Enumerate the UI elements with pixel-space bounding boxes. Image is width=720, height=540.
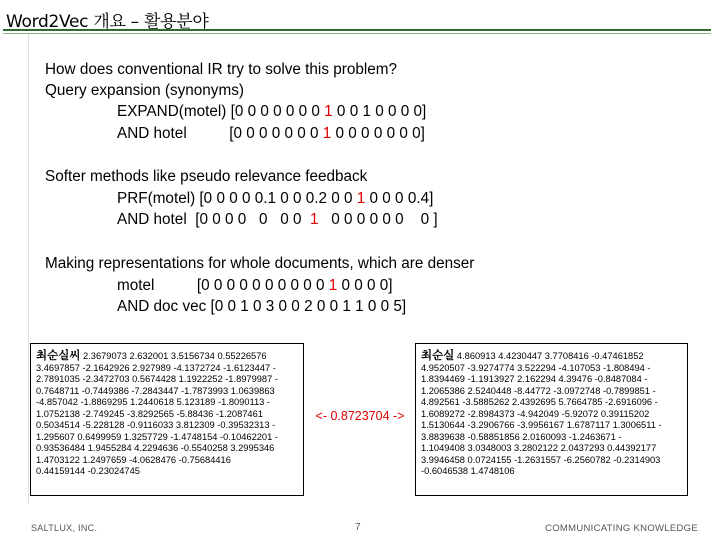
embedding-line: 0.44159144 -0.23024745: [36, 466, 140, 477]
page-number: 7: [355, 522, 361, 533]
embedding-line: -4.857042 -1.8869295 1.2440618 5.123189 -1.8090113 -: [36, 397, 271, 408]
doc-vec-vector: AND doc vec [0 0 1 0 3 0 0 2 0 0 1 1 0 0 5]: [117, 298, 407, 315]
embedding-word: 최순실씨: [36, 348, 81, 362]
embedding-line: 0.5034514 -5.228128 -0.9116033 3.812309 -0.39532313 -: [36, 420, 276, 431]
prf-motel-vector: PRF(motel) [0 0 0 0 0.1 0 0 0.2 0 0 1 0 0 0 0.4]: [117, 190, 434, 207]
embedding-line: 3.4697857 -2.1642926 2.927989 -4.1372724 -1.6123447 -: [36, 362, 276, 373]
left-margin-line: [28, 34, 29, 504]
similarity-score: <- 0.8723704 ->: [315, 409, 405, 423]
section1-subheading: Query expansion (synonyms): [45, 82, 244, 99]
embedding-first-line: 최순실 4.860913 4.4230447 3.7708416 -0.47461852: [421, 348, 644, 362]
embedding-line: 1.2065386 2.5240448 -8.44772 -3.0972748 -0.7899851 -: [421, 385, 656, 396]
section1-heading: How does conventional IR try to solve this problem?: [45, 61, 398, 78]
embedding-line: 1.4703122 1.2497659 -4.0628476 -0.75684416: [36, 454, 231, 465]
expand-motel-vector: EXPAND(motel) [0 0 0 0 0 0 0 1 0 0 1 0 0 0 0]: [117, 103, 427, 120]
embedding-line: 0.93536484 1.9455284 4.2294636 -0.5540258 3.2995346: [36, 443, 275, 454]
and-hotel-vector: AND hotel [0 0 0 0 0 0 0 1 0 0 0 0 0 0 0]: [117, 125, 425, 142]
title-underline-thin: [3, 33, 711, 34]
embedding-box-right: [415, 343, 688, 496]
embedding-line: 2.7891035 -2.3472703 0.5674428 1.1922252 -1.8979987 -: [36, 374, 278, 385]
footer-company: SALTLUX, INC.: [31, 523, 98, 533]
section3-heading: Making representations for whole documents, which are denser: [45, 255, 475, 272]
embedding-line: 3.9946458 0.0724155 -1.2631557 -6.2560782 -0.2314903: [421, 454, 661, 465]
prf-hotel-vector: AND hotel [0 0 0 0 0 0 0 1 0 0 0 0 0 0 0 ]: [117, 211, 438, 228]
footer-tagline: COMMUNICATING KNOWLEDGE: [545, 523, 698, 534]
embedding-box-left: [30, 343, 304, 496]
title-underline: [3, 29, 711, 31]
embedding-word: 최순실: [421, 348, 455, 362]
embedding-line: 1.8394469 -1.1913927 2.162294 4.39476 -0.8487084 -: [421, 374, 648, 385]
embedding-line: 1.295607 0.6499959 1.3257729 -1.4748154 -0.10462201 -: [36, 431, 278, 442]
slide-title: Word2Vec 개요 – 활용분야: [6, 12, 209, 32]
section2-heading: Softer methods like pseudo relevance feedback: [45, 168, 368, 185]
embedding-line: 1.5130644 -3.2906766 -3.9956167 1.6787117 1.3006511 -: [421, 420, 662, 431]
embedding-line: 0.7648711 -0.7449386 -7.2843447 -1.7873993 1.0639863: [36, 385, 275, 396]
embedding-line: 3.8839638 -0.58851856 2.0160093 -1.2463671 -: [421, 431, 622, 442]
doc-motel-vector: motel [0 0 0 0 0 0 0 0 0 0 1 0 0 0 0]: [117, 277, 393, 294]
embedding-line: 1.1049408 3.0348003 3.2802122 2.0437293 0.44392177: [421, 443, 657, 454]
embedding-line: -0.6046538 1.4748106: [421, 466, 515, 477]
embedding-line: 1.0752138 -2.749245 -3.8292565 -5.88436 -1.2087461: [36, 408, 263, 419]
embedding-line: 4.892561 -3.5885262 2.4392695 5.7664785 -2.6916096 -: [421, 397, 658, 408]
embedding-line: 1.6089272 -2.8984373 -4.942049 -5.92072 0.39115202: [421, 408, 650, 419]
embedding-line: 4.9520507 -3.9274774 3.522294 -4.107053 -1.808494 -: [421, 362, 651, 373]
embedding-first-line: 최순실씨 2.3679073 2.632001 3.5156734 0.55226576: [36, 348, 267, 362]
